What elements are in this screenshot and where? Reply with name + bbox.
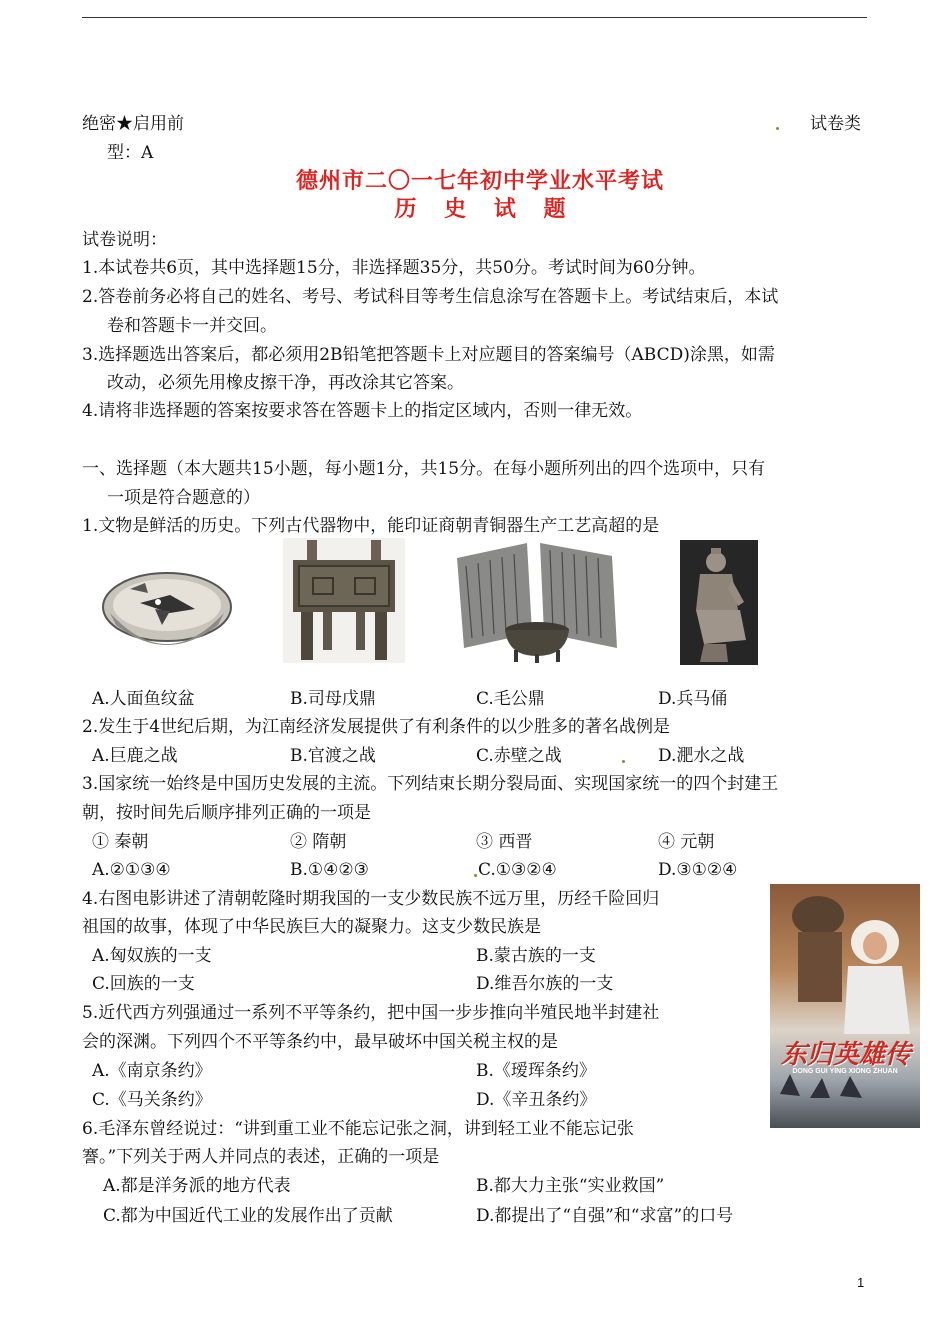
instruction-item: 2.答卷前务必将自己的姓名、考号、考试科目等考生信息涂写在答题卡上。考试结束后，本试 [82,287,779,307]
subject-title: 历 史 试 题 [394,196,576,222]
paper-type-label: 试卷类 [810,114,861,134]
question-5-stem: 5.近代西方列强通过一系列不平等条约，把中国一步步推向半殖民地半封建社 [82,1003,660,1023]
confidential-label: 绝密★启用前 [82,114,184,134]
movie-poster-image [770,884,920,1128]
q2-option-d: D.淝水之战 [658,746,745,766]
q1-option-a: A.人面鱼纹盆 [92,689,195,709]
instruction-item: 1.本试卷共6页，其中选择题15分，非选择题35分，共50分。考试时间为60分钟。 [82,258,706,278]
question-2-stem: 2.发生于4世纪后期，为江南经济发展提供了有利条件的以少胜多的著名战例是 [82,717,671,737]
question-1-stem: 1.文物是鲜活的历史。下列古代器物中，能印证商朝青铜器生产工艺高超的是 [82,516,660,536]
poster-subtitle: DONG GUI YING XIONG ZHUAN [792,1068,898,1075]
q5-option-d: D.《辛丑条约》 [476,1090,597,1110]
q4-option-c: C.回族的一支 [92,974,195,994]
q3-item: ③ 西晋 [476,832,533,852]
terracotta-warrior-image [680,540,758,665]
question-3-stem: 3.国家统一始终是中国历史发展的主流。下列结束长期分裂局面、实现国家统一的四个封建王 [82,774,779,794]
instruction-item: 改动，必须先用橡皮擦干净，再改涂其它答案。 [107,373,464,393]
q5-option-a: A.《南京条约》 [92,1061,212,1081]
q3-option-a: A.②①③④ [92,860,171,880]
q5-option-c: C.《马关条约》 [92,1090,212,1110]
q2-option-c: C.赤壁之战 [476,746,562,766]
simuwu-ding-image [283,538,405,663]
question-6-stem-cont: 謇。”下列关于两人并同点的表述，正确的一项是 [82,1147,440,1167]
q4-option-a: A.匈奴族的一支 [92,946,212,966]
poster-title: 东归英雄传 [780,1040,911,1070]
question-5-stem-cont: 会的深渊。下列四个不平等条约中，最早破坏中国关税主权的是 [82,1032,558,1052]
exam-title: 德州市二〇一七年初中学业水平考试 [295,168,664,194]
page-number: 1 [857,1275,865,1290]
instruction-item: 3.选择题选出答案后，都必须用2B铅笔把答题卡上对应题目的答案编号（ABCD)涂黑，如需 [82,345,775,365]
paper-type-value: 型：A [107,143,154,163]
q3-option-b: B.①④②③ [290,860,369,880]
q3-item: ② 隋朝 [290,832,347,852]
q1-option-c: C.毛公鼎 [476,689,545,709]
q4-option-b: B.蒙古族的一支 [476,946,596,966]
q4-option-d: D.维吾尔族的一支 [476,974,614,994]
q2-option-b: B.官渡之战 [290,746,376,766]
instruction-item: 卷和答题卡一并交回。 [107,316,277,336]
question-3-stem-cont: 朝，按时间先后顺序排列正确的一项是 [82,803,371,823]
section-heading: 一、选择题（本大题共15小题，每小题1分，共15分。在每小题所列出的四个选项中，只有 [82,459,766,479]
section-heading-cont: 一项是符合题意的） [107,488,260,508]
q5-option-b: B.《瑷珲条约》 [476,1061,596,1081]
instructions-heading: 试卷说明： [82,230,167,250]
q6-option-c: C.都为中国近代工业的发展作出了贡献 [103,1206,393,1226]
q6-option-b: B.都大力主张“实业救国” [476,1176,665,1196]
q1-option-b: B.司母戊鼎 [290,689,376,709]
instruction-item: 4.请将非选择题的答案按要求答在答题卡上的指定区域内，否则一律无效。 [82,401,643,421]
fish-face-basin-image [100,565,235,660]
q3-item: ① 秦朝 [92,832,149,852]
maogong-ding-image [452,538,622,663]
poster-figures [770,884,920,1128]
decorative-dot [474,874,477,877]
question-4-stem-cont: 祖国的故事，体现了中华民族巨大的凝聚力。这支少数民族是 [82,917,541,937]
q6-option-a: A.都是洋务派的地方代表 [103,1176,291,1196]
top-rule [82,17,867,18]
q1-option-d: D.兵马俑 [658,689,728,709]
decorative-dot [622,760,625,763]
q3-option-d: D.③①②④ [658,860,738,880]
decorative-dot [776,127,779,130]
q3-item: ④ 元朝 [658,832,715,852]
q6-option-d: D.都提出了“自强”和“求富”的口号 [476,1206,734,1226]
question-4-stem: 4.右图电影讲述了清朝乾隆时期我国的一支少数民族不远万里，历经千险回归 [82,889,660,909]
question-6-stem: 6.毛泽东曾经说过：“讲到重工业不能忘记张之洞，讲到轻工业不能忘记张 [82,1119,634,1139]
q2-option-a: A.巨鹿之战 [92,746,178,766]
q3-option-c: C.①③②④ [478,860,557,880]
